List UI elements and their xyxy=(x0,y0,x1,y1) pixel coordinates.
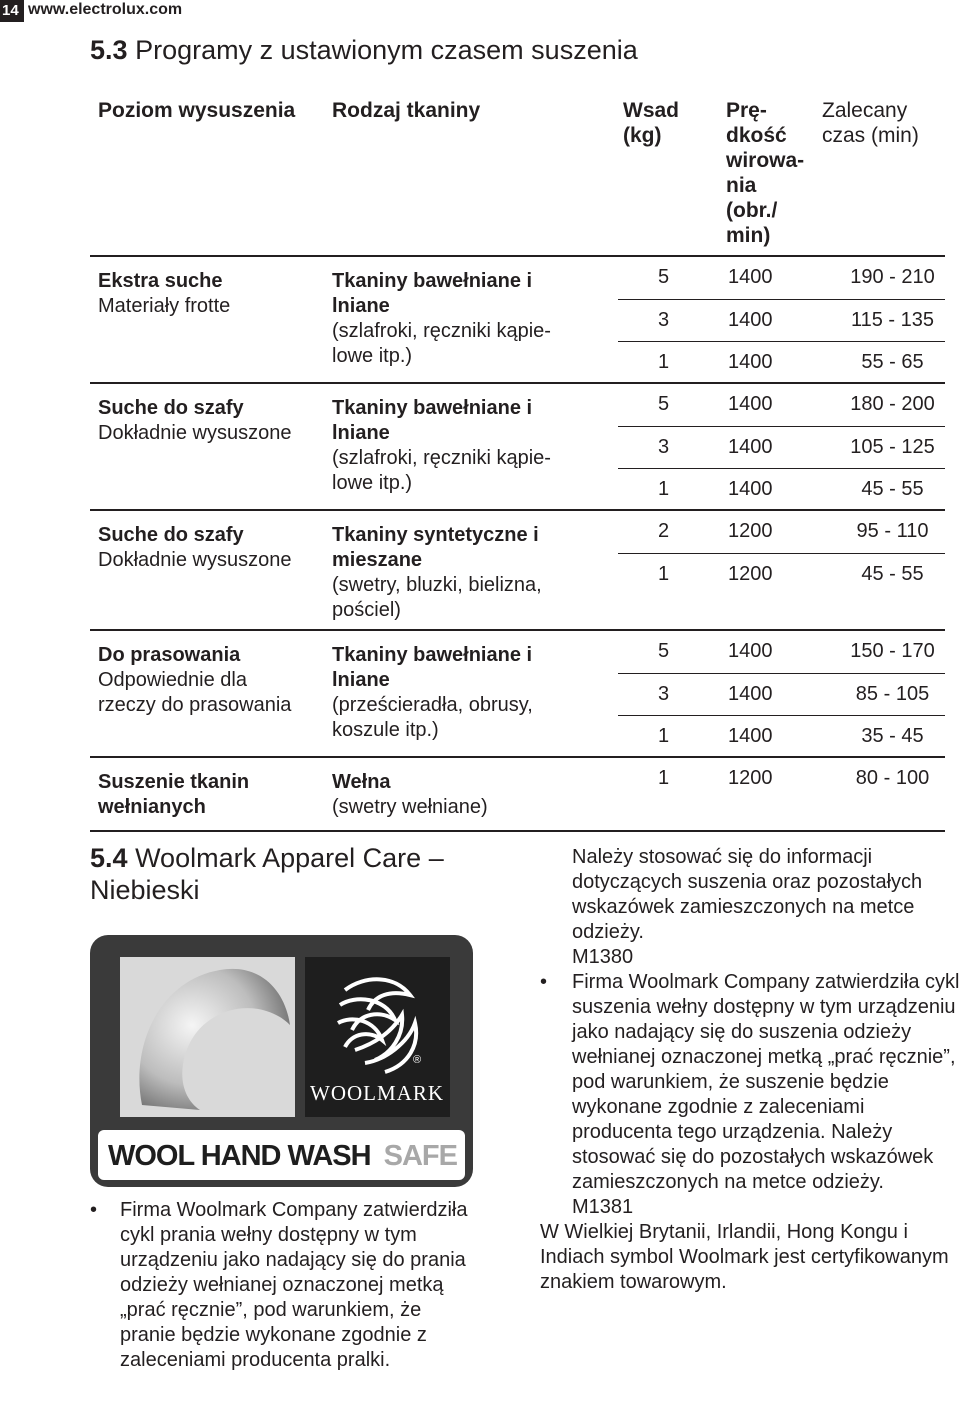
header-load: Wsad (kg) xyxy=(623,99,680,147)
speed-value: 1400 xyxy=(728,351,773,373)
bullet-icon: • xyxy=(540,971,548,993)
fabric-cell xyxy=(332,269,602,369)
time-value: 180 - 200 xyxy=(850,393,935,415)
speed-value: 1400 xyxy=(728,266,773,288)
header-speed: Prę- dkość wirowa- nia (obr./ min) xyxy=(726,99,805,247)
load-value: 5 xyxy=(658,266,670,288)
sub-row xyxy=(618,553,945,596)
note-text: Należy stosować się do informacji dotyczących suszenia oraz pozostałych wskazówek zamieszczonych na metce odzieży. xyxy=(572,846,923,943)
time-value: 190 - 210 xyxy=(850,266,935,288)
banner-main-text: WOOL HAND WASH xyxy=(108,1140,371,1172)
level-name: Do prasowania xyxy=(98,644,241,666)
level-name: Suszenie tkanin wełnianych xyxy=(98,771,250,818)
load-value: 5 xyxy=(658,393,670,415)
doc-code: M1381 xyxy=(572,1196,634,1218)
level-cell xyxy=(98,770,323,820)
fabric-name: Tkaniny bawełniane i lniane xyxy=(332,644,533,691)
sub-row xyxy=(618,384,945,426)
fabric-desc: (swetry, bluzki, bielizna, pościel) xyxy=(332,574,542,621)
fabric-name: Wełna xyxy=(332,771,391,793)
section-number: 5.4 xyxy=(90,843,128,873)
time-value: 45 - 55 xyxy=(861,478,924,500)
fabric-cell xyxy=(332,523,602,623)
sub-row xyxy=(618,511,945,553)
load-value: 3 xyxy=(658,309,670,331)
table-row xyxy=(90,257,945,384)
sub-row xyxy=(618,715,945,758)
table-row xyxy=(90,631,945,758)
woolmark-logo-graphic xyxy=(90,935,473,1187)
load-value: 1 xyxy=(658,563,670,585)
banner-accent-text: SAFE xyxy=(383,1140,457,1172)
time-value: 115 - 135 xyxy=(850,309,935,331)
section-number: 5.3 xyxy=(90,35,128,65)
note-paragraph xyxy=(540,845,960,970)
trademark-paragraph: W Wielkiej Brytanii, Irlandii, Hong Kongu i Indiach symbol Woolmark jest certyfikowanym znakiem towarowym. xyxy=(540,1221,949,1293)
sub-row xyxy=(618,257,945,299)
level-desc: Odpowiednie dla rzeczy do prasowania xyxy=(98,669,292,716)
load-value: 3 xyxy=(658,683,670,705)
time-value: 35 - 45 xyxy=(861,725,924,747)
fabric-cell xyxy=(332,396,602,496)
load-value: 3 xyxy=(658,436,670,458)
fabric-name: Tkaniny bawełniane i lniane xyxy=(332,397,533,444)
load-value: 1 xyxy=(658,351,670,373)
list-item-text: Firma Woolmark Company zatwierdziła cykl prania wełny dostępny w tym urządzeniu jako nadający się do prania odzieży wełnianej oznaczonej metką „prać ręcznie”, pod warunkiem, że pranie będzie wykonane zgodnie z zaleceniami producenta pralki. xyxy=(120,1199,468,1371)
load-value: 1 xyxy=(658,478,670,500)
speed-value: 1400 xyxy=(728,478,773,500)
speed-value: 1200 xyxy=(728,563,773,585)
speed-value: 1400 xyxy=(728,436,773,458)
registered-mark: ® xyxy=(413,1054,422,1066)
banner-text xyxy=(108,1140,458,1172)
sub-row xyxy=(618,631,945,673)
fabric-desc: (swetry wełniane) xyxy=(332,796,488,818)
header-time: Zalecany czas (min) xyxy=(822,99,919,147)
time-value: 55 - 65 xyxy=(861,351,924,373)
section-title-5-4 xyxy=(90,842,510,906)
level-cell xyxy=(98,396,323,446)
time-value: 105 - 125 xyxy=(850,436,935,458)
table-row xyxy=(90,511,945,631)
fabric-cell xyxy=(332,643,602,743)
load-value: 1 xyxy=(658,725,670,747)
time-value: 45 - 55 xyxy=(861,563,924,585)
fabric-desc: (szlafroki, ręczniki kąpie- lowe itp.) xyxy=(332,320,551,367)
speed-value: 1400 xyxy=(728,640,773,662)
section-title-5-3 xyxy=(90,35,638,66)
fabric-name: Tkaniny bawełniane i lniane xyxy=(332,270,533,317)
header-fabric: Rodzaj tkaniny xyxy=(332,99,481,122)
site-url: www.electrolux.com xyxy=(28,1,183,18)
time-value: 80 - 100 xyxy=(855,767,930,789)
speed-value: 1200 xyxy=(728,767,773,789)
table-row xyxy=(90,384,945,511)
sub-row xyxy=(618,673,945,716)
drying-programs-table xyxy=(90,90,945,832)
sub-row xyxy=(618,468,945,511)
level-cell xyxy=(98,523,323,573)
table-row xyxy=(90,758,945,832)
sub-row xyxy=(618,299,945,342)
section-title-text: Woolmark Apparel Care – Niebieski xyxy=(90,843,444,905)
load-value: 1 xyxy=(658,767,670,789)
woolmark-logo xyxy=(90,935,473,1187)
left-bullet-list xyxy=(90,1198,480,1373)
list-item xyxy=(90,1198,480,1373)
load-value: 2 xyxy=(658,520,670,542)
sub-row xyxy=(618,758,945,800)
speed-value: 1400 xyxy=(728,393,773,415)
speed-value: 1400 xyxy=(728,309,773,331)
level-desc: Dokładnie wysuszone xyxy=(98,422,292,444)
page-number: 14 xyxy=(0,0,24,22)
speed-value: 1200 xyxy=(728,520,773,542)
level-name: Suche do szafy xyxy=(98,397,244,419)
doc-code: M1380 xyxy=(572,946,634,968)
fabric-name: Tkaniny syntetyczne i mieszane xyxy=(332,524,539,571)
fabric-cell xyxy=(332,770,602,820)
speed-value: 1400 xyxy=(728,683,773,705)
woolmark-wordmark: WOOLMARK xyxy=(310,1081,444,1105)
time-value: 95 - 110 xyxy=(856,520,929,542)
level-name: Suche do szafy xyxy=(98,524,244,546)
level-desc: Dokładnie wysuszone xyxy=(98,549,292,571)
level-name: Ekstra suche xyxy=(98,270,223,292)
sub-row xyxy=(618,341,945,384)
time-value: 150 - 170 xyxy=(850,640,935,662)
header-level: Poziom wysuszenia xyxy=(98,99,296,122)
page-header xyxy=(0,0,960,24)
table-header xyxy=(90,90,945,257)
bullet-icon: • xyxy=(90,1199,98,1221)
list-item xyxy=(540,970,960,1220)
section-title-text: Programy z ustawionym czasem suszenia xyxy=(135,35,638,65)
level-cell xyxy=(98,269,323,319)
load-value: 5 xyxy=(658,640,670,662)
right-column xyxy=(540,845,960,1295)
sub-row xyxy=(618,426,945,469)
level-cell xyxy=(98,643,323,718)
speed-value: 1400 xyxy=(728,725,773,747)
fabric-desc: (szlafroki, ręczniki kąpie- lowe itp.) xyxy=(332,447,551,494)
list-item-text: Firma Woolmark Company zatwierdziła cykl suszenia wełny dostępny w tym urządzeniu jako nadający się do suszenia odzieży wełnianej oznaczonej metką „prać ręcznie”, pod warunkiem, że suszenie będzie wykonane zgodnie z zaleceniami producenta tego urządzenia. Należy stosować się do pozostałych wskazówek zamieszczonych na metce odzieży. xyxy=(572,971,960,1193)
fabric-desc: (prześcieradła, obrusy, koszule itp.) xyxy=(332,694,533,741)
level-desc: Materiały frotte xyxy=(98,295,231,317)
time-value: 85 - 105 xyxy=(855,683,930,705)
